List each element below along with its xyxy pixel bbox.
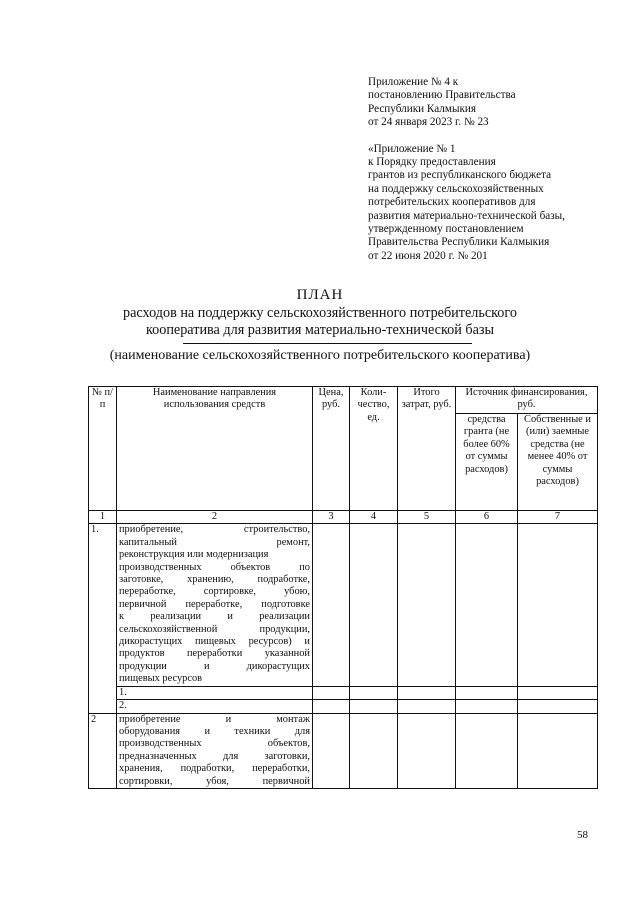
appendix-line: от 22 июня 2020 г. № 201 bbox=[368, 249, 488, 262]
cell-total bbox=[398, 524, 456, 686]
row-line: капитальный ремонт, bbox=[119, 536, 310, 548]
cell-qty bbox=[350, 686, 398, 699]
row-line: хранения, подработки, переработки, bbox=[119, 763, 310, 775]
cell-own bbox=[518, 524, 598, 686]
row-line: производственных объектов, bbox=[119, 738, 310, 750]
cell-price bbox=[313, 700, 350, 713]
cell-price bbox=[313, 524, 350, 686]
cell-qty bbox=[350, 713, 398, 788]
row-line: переработке, сортировке, убою, bbox=[119, 586, 310, 598]
col-number: 4 bbox=[350, 511, 398, 524]
col-number: 6 bbox=[456, 511, 518, 524]
row-line: заготовке, хранению, подработке, bbox=[119, 574, 310, 586]
col-number: 7 bbox=[518, 511, 598, 524]
plan-subtitle-line-2: кооператива для развития материально-технической базы bbox=[145, 322, 495, 338]
table-subrow bbox=[89, 686, 598, 699]
row-line: пищевых ресурсов bbox=[119, 673, 203, 685]
table-header-row bbox=[89, 387, 598, 414]
appendix-block bbox=[368, 76, 618, 263]
header-source: Источник финансирования, руб. bbox=[456, 387, 598, 414]
appendix-line: к Порядку предоставления bbox=[368, 156, 496, 169]
cell-qty bbox=[350, 524, 398, 686]
appendix-line: Приложение № 4 к bbox=[368, 76, 459, 88]
cell-own bbox=[518, 700, 598, 713]
row-description bbox=[117, 713, 313, 788]
appendix-line: от 24 января 2023 г. № 23 bbox=[368, 116, 489, 129]
page-number: 58 bbox=[577, 829, 588, 841]
row-line: продуктов переработки указанной bbox=[119, 648, 310, 660]
cell-price bbox=[313, 713, 350, 788]
subrow-label: 2. bbox=[117, 700, 313, 713]
appendix-line: постановлению Правительства bbox=[368, 89, 516, 102]
appendix-line: утвержденному постановлением bbox=[368, 223, 524, 236]
plan-title: ПЛАН bbox=[296, 287, 344, 303]
cell-grant bbox=[456, 686, 518, 699]
appendix-line: развития материально-технической базы, bbox=[368, 209, 565, 222]
row-line: продукции и дикорастущих bbox=[119, 660, 310, 672]
col-number: 3 bbox=[313, 511, 350, 524]
row-line: сельскохозяйственной продукции, bbox=[119, 623, 310, 635]
appendix-line: потребительских кооперативов для bbox=[368, 196, 536, 209]
row-line: оборудования и техники для bbox=[119, 725, 310, 737]
row-description bbox=[117, 524, 313, 686]
row-line: предназначенных для заготовки, bbox=[119, 750, 310, 762]
row-line: к реализации и реализации bbox=[119, 611, 310, 623]
cell-qty bbox=[350, 700, 398, 713]
appendix-line: «Приложение № 1 bbox=[368, 142, 456, 155]
row-line: приобретение, строительство, bbox=[119, 524, 310, 536]
header-price: Цена, руб. bbox=[313, 387, 350, 511]
header-name: Наименование направления использования средств bbox=[117, 387, 313, 511]
subrow-label: 1. bbox=[117, 686, 313, 699]
table-row bbox=[89, 524, 598, 686]
cell-own bbox=[518, 713, 598, 788]
expense-plan-table bbox=[88, 386, 598, 789]
header-num: № п/п bbox=[89, 387, 117, 511]
appendix-line: грантов из республиканского бюджета bbox=[368, 169, 552, 182]
row-line: первичной переработке, подготовке bbox=[119, 598, 310, 610]
header-own: Собственные и (или) заемные средства (не менее 40% от суммы расходов) bbox=[518, 414, 598, 511]
header-grant: средства гранта (не более 60% от суммы расходов) bbox=[456, 414, 518, 511]
plan-subtitle-line-1: расходов на поддержку сельскохозяйственного потребительского bbox=[123, 305, 517, 321]
row-line: приобретение и монтаж bbox=[119, 713, 310, 725]
cell-grant bbox=[456, 713, 518, 788]
cell-total bbox=[398, 713, 456, 788]
row-line: дикорастущих пищевых ресурсов) и bbox=[119, 636, 310, 648]
cooperative-name-line bbox=[183, 343, 472, 344]
row-num: 1. bbox=[89, 524, 117, 713]
appendix-line: Республики Калмыкия bbox=[368, 102, 477, 115]
cell-price bbox=[313, 686, 350, 699]
row-line: производственных объектов по bbox=[119, 561, 310, 573]
row-line: реконструкция или модернизация bbox=[119, 549, 269, 561]
cell-total bbox=[398, 700, 456, 713]
column-number-row bbox=[89, 511, 598, 524]
col-number: 1 bbox=[89, 511, 117, 524]
table-row bbox=[89, 713, 598, 788]
appendix-line: Правительства Республики Калмыкия bbox=[368, 236, 550, 249]
header-total: Итого затрат, руб. bbox=[398, 387, 456, 511]
cooperative-name-caption: (наименование сельскохозяйственного потребительского кооператива) bbox=[109, 348, 531, 363]
table-subrow bbox=[89, 700, 598, 713]
appendix-line: на поддержку сельскохозяйственных bbox=[368, 182, 544, 195]
cell-total bbox=[398, 686, 456, 699]
cell-grant bbox=[456, 524, 518, 686]
row-num: 2 bbox=[89, 713, 117, 788]
col-number: 5 bbox=[398, 511, 456, 524]
cell-own bbox=[518, 686, 598, 699]
col-number: 2 bbox=[117, 511, 313, 524]
header-qty: Коли-чество, ед. bbox=[350, 387, 398, 511]
row-line: сортировки, убоя, первичной bbox=[119, 775, 310, 787]
cell-grant bbox=[456, 700, 518, 713]
